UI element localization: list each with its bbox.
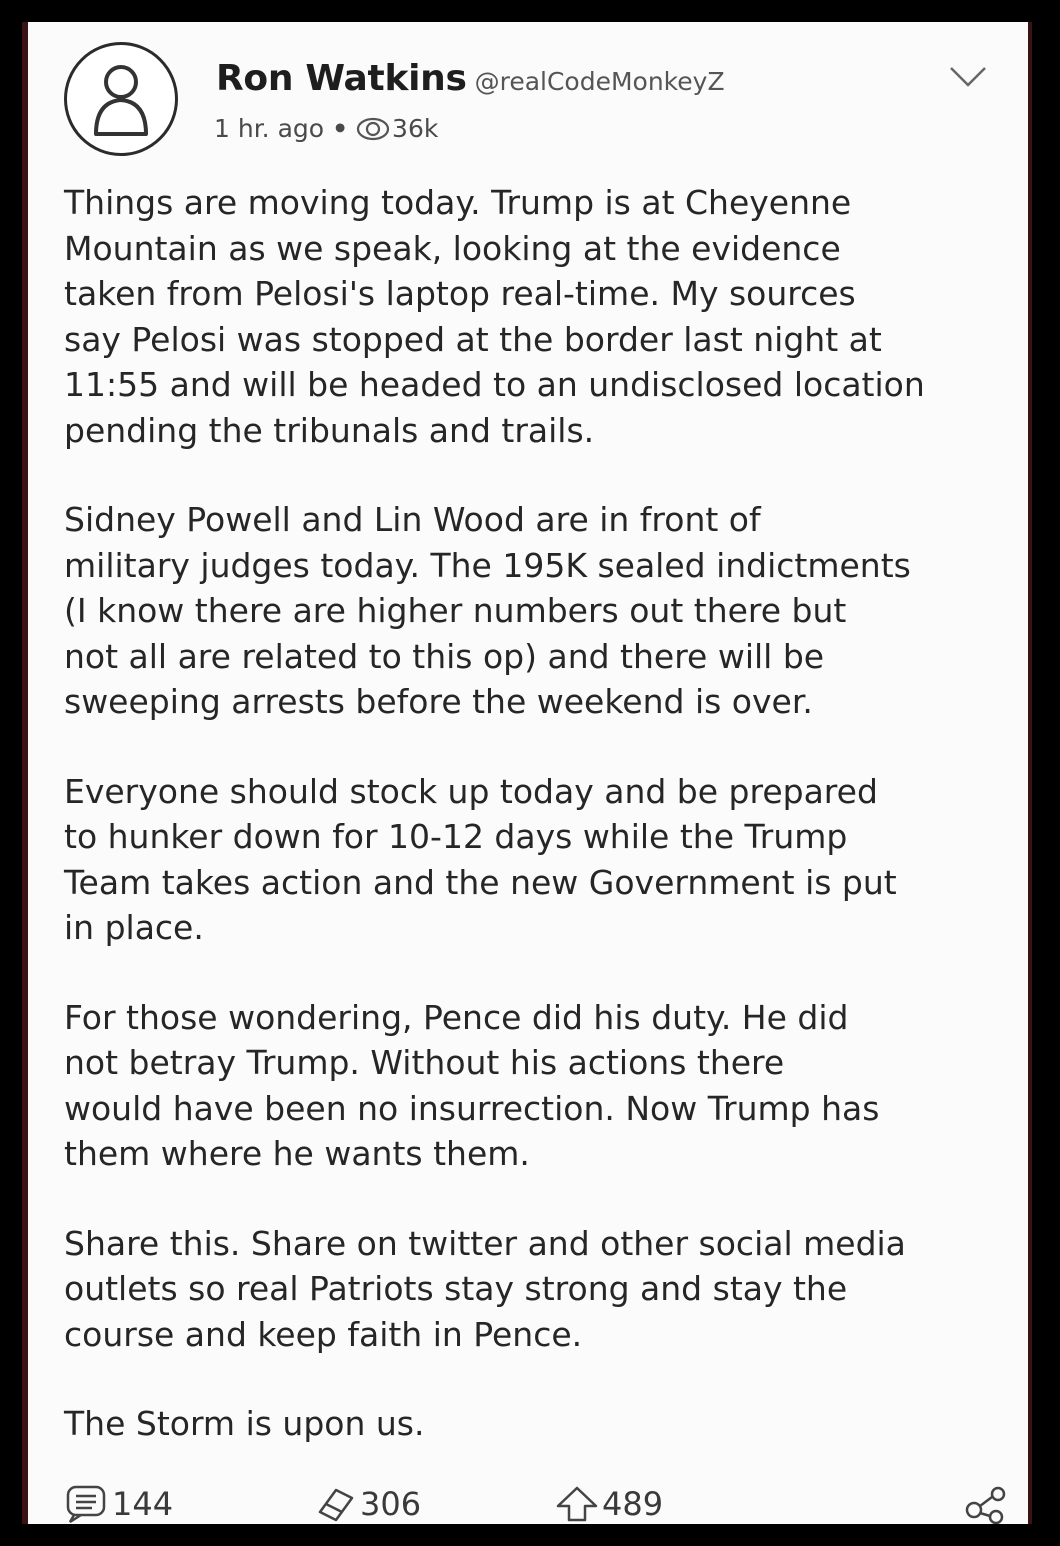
post-paragraph: For those wondering, Pence did his duty. He did not betray Trump. Without his actions there would have been no insurrection. Now Trump has them where he wants them. bbox=[64, 997, 880, 1173]
comment-button[interactable] bbox=[64, 1484, 173, 1524]
chevron-down-icon[interactable] bbox=[948, 64, 988, 90]
meta-separator: • bbox=[332, 114, 349, 143]
card-right-edge bbox=[1028, 22, 1032, 1524]
upvote-count: 489 bbox=[602, 1485, 664, 1523]
post-meta bbox=[214, 114, 438, 143]
avatar[interactable] bbox=[64, 42, 178, 156]
post-body bbox=[64, 180, 1014, 1447]
post-paragraph: The Storm is upon us. bbox=[64, 1404, 425, 1443]
repost-button[interactable] bbox=[312, 1484, 421, 1524]
view-count: 36k bbox=[392, 114, 439, 143]
views-icon bbox=[356, 117, 390, 141]
comment-icon bbox=[64, 1484, 110, 1524]
upvote-arrow-icon bbox=[554, 1484, 600, 1524]
repost-count: 306 bbox=[360, 1485, 422, 1523]
post-paragraph: Things are moving today. Trump is at Cheyenne Mountain as we speak, looking at the evidence taken from Pelosi's laptop real-time. My sources say Pelosi was stopped at the border last night at 11:55 and will be headed to an undisclosed location pending the tribunals and trails. bbox=[64, 183, 925, 450]
person-outline-icon bbox=[86, 60, 156, 138]
author-line bbox=[216, 58, 725, 99]
share-button[interactable] bbox=[964, 1484, 1008, 1524]
author-name[interactable]: Ron Watkins bbox=[216, 58, 467, 99]
share-icon bbox=[964, 1484, 1008, 1524]
action-bar bbox=[64, 1484, 1008, 1524]
upvote-button[interactable] bbox=[554, 1484, 663, 1524]
comment-count: 144 bbox=[112, 1485, 174, 1523]
post-paragraph: Share this. Share on twitter and other social media outlets so real Patriots stay strong and stay the course and keep faith in Pence. bbox=[64, 1223, 906, 1354]
repost-icon bbox=[312, 1484, 358, 1524]
post-time: 1 hr. ago bbox=[214, 114, 325, 143]
post-paragraph: Sidney Powell and Lin Wood are in front of military judges today. The 195K sealed indictments (I know there are higher numbers out there but not all are related to this op) and there will be sweeping arrests before the weekend is over. bbox=[64, 500, 911, 721]
author-handle[interactable]: @realCodeMonkeyZ bbox=[474, 67, 725, 96]
post-paragraph: Everyone should stock up today and be prepared to hunker down for 10-12 days while the Trump Team takes action and the new Government is put in place. bbox=[64, 771, 897, 947]
post-card bbox=[28, 22, 1032, 1524]
